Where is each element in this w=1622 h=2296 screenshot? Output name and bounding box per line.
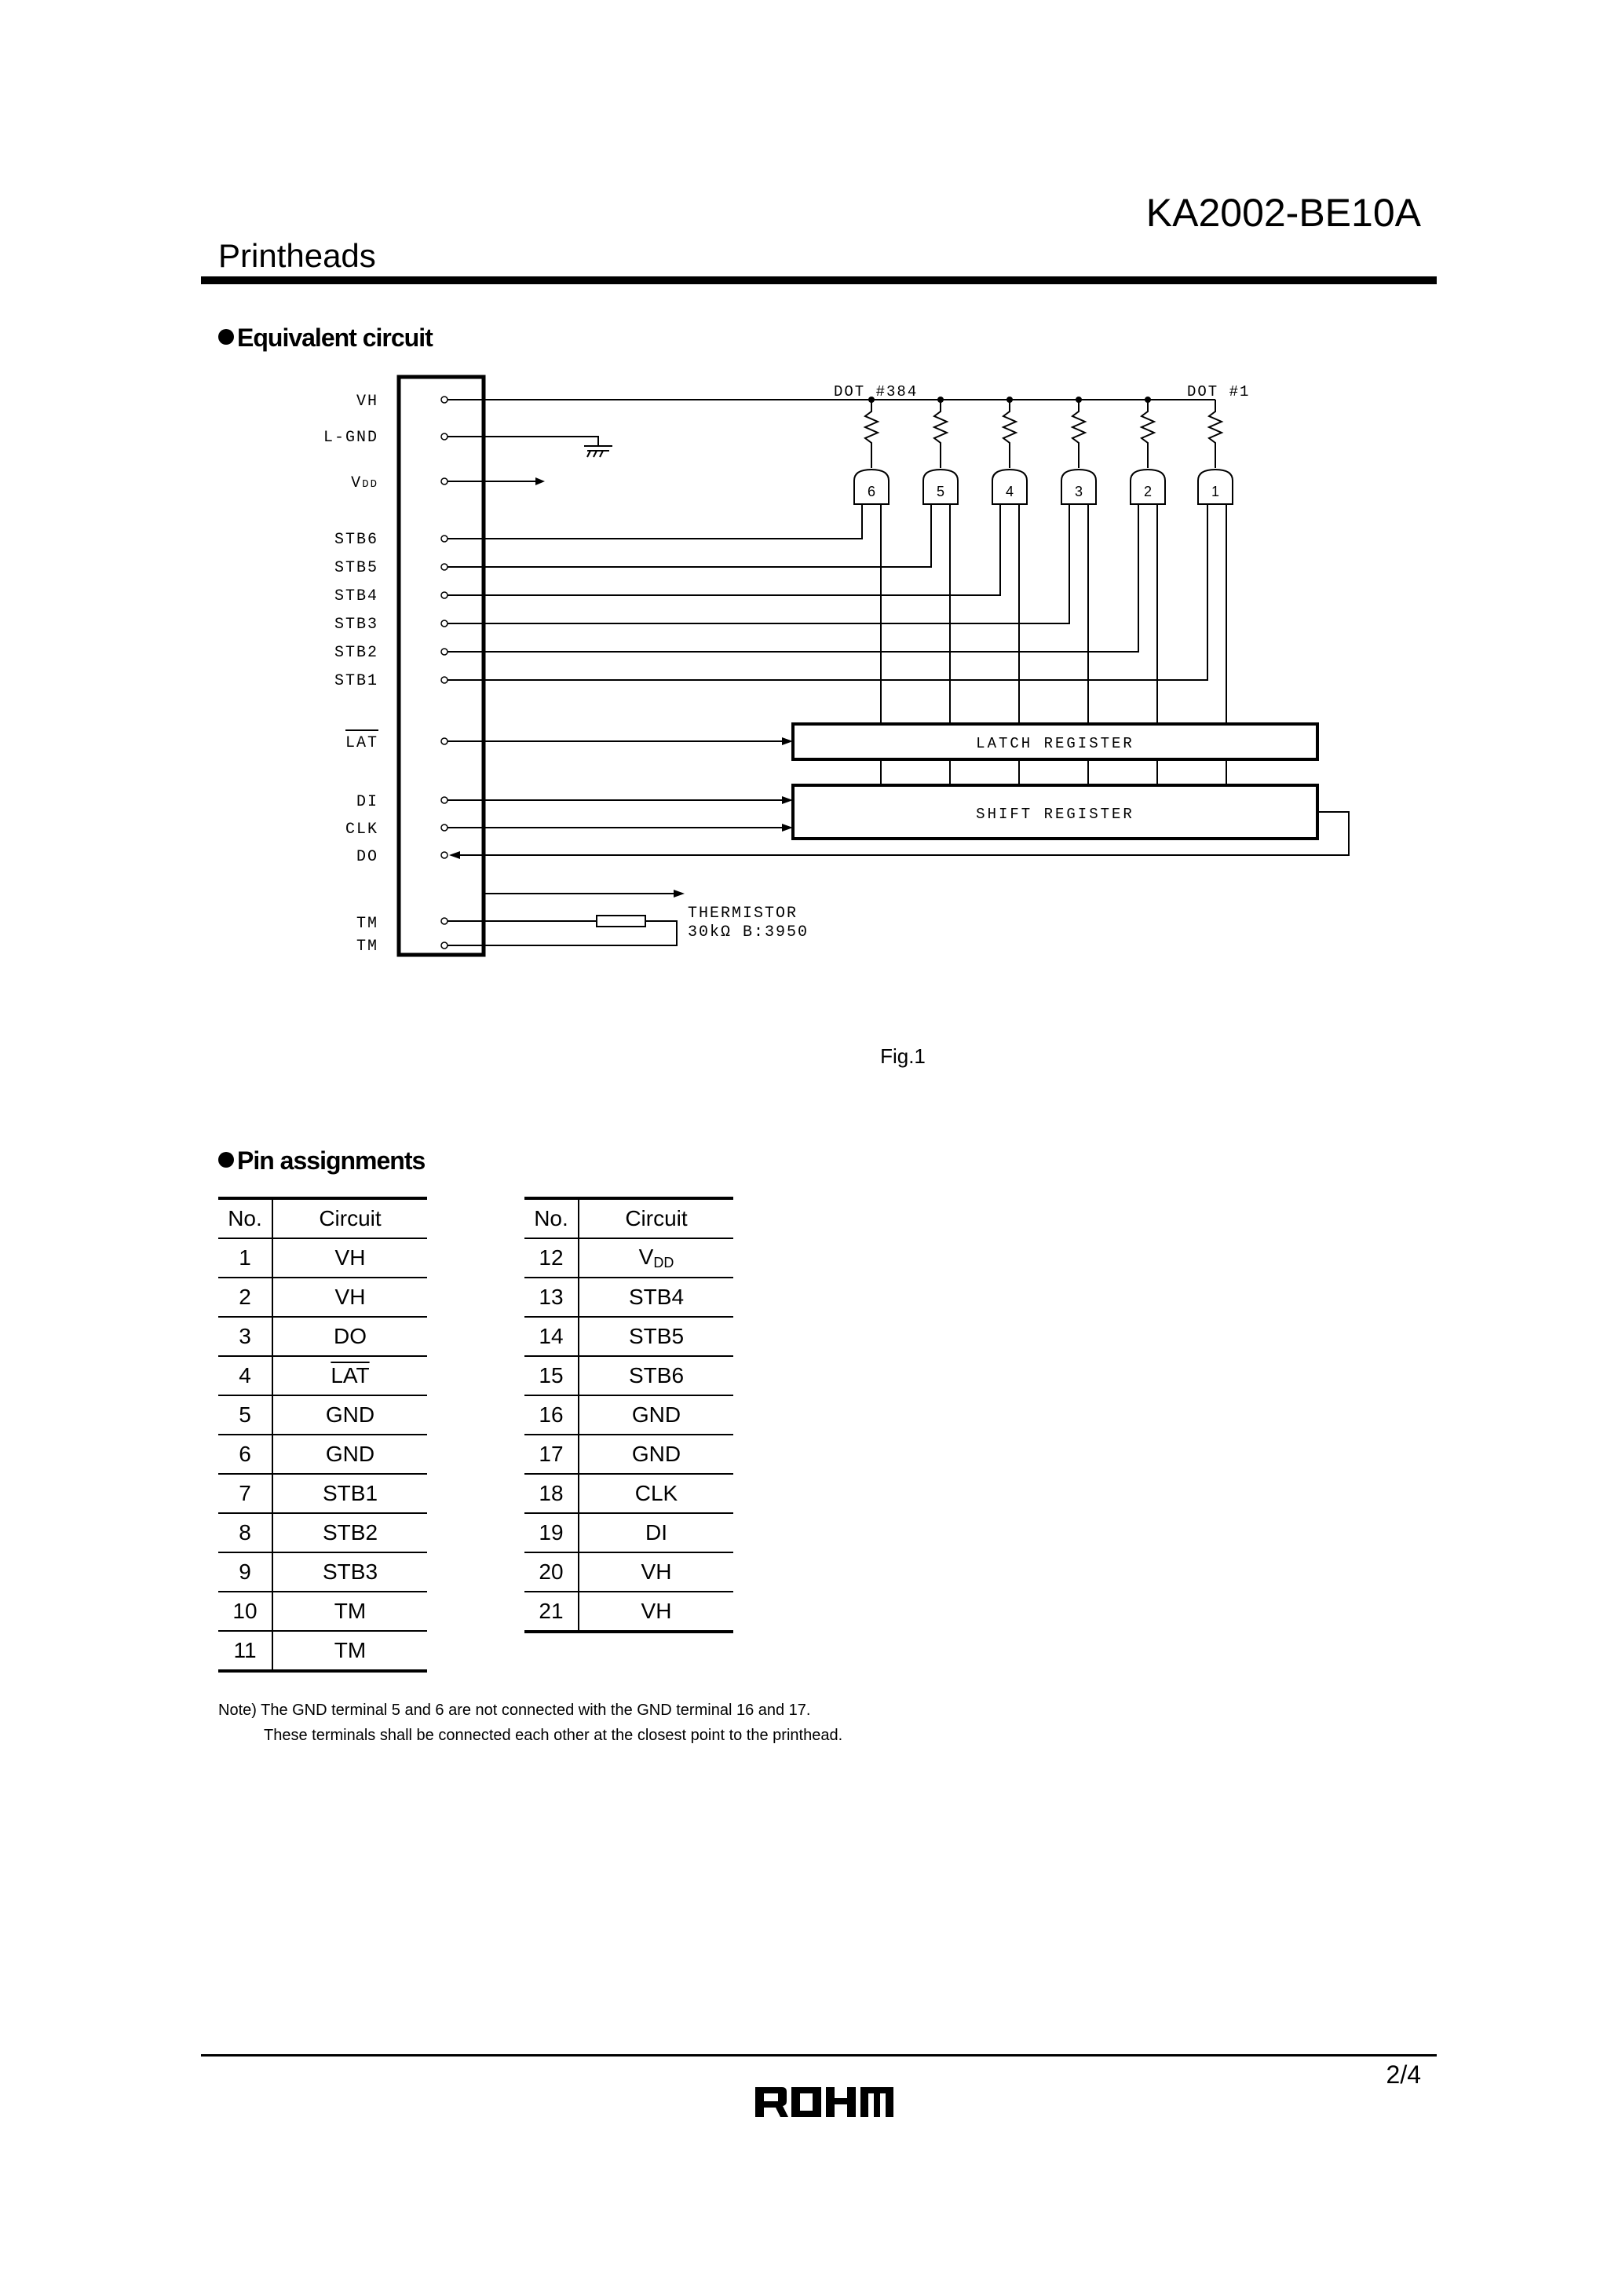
pin-number-cell: 5: [218, 1395, 272, 1435]
pin-number-cell: 3: [218, 1317, 272, 1356]
bullet-icon: [218, 1152, 234, 1168]
pin-number-cell: 15: [524, 1356, 579, 1395]
pin-circuit-cell: STB4: [579, 1278, 733, 1317]
gate-number-2: 2: [1143, 484, 1153, 499]
table-row: [524, 1317, 733, 1356]
pin-label-tm2: TM: [356, 938, 378, 956]
dot-1-label: DOT #1: [1187, 383, 1251, 400]
pin-number-cell: 17: [524, 1435, 579, 1474]
pin-label-lat: LAT: [345, 734, 378, 752]
pin-circuit-cell: STB2: [272, 1513, 427, 1552]
pin-number-cell: 1: [218, 1238, 272, 1278]
pin-table-2: [524, 1197, 733, 1633]
column-header-circuit: Circuit: [579, 1198, 733, 1238]
column-header-no: No.: [524, 1198, 579, 1238]
pin-number-cell: 4: [218, 1356, 272, 1395]
note-line-2: These terminals shall be connected each other at the closest point to the printhead.: [264, 1727, 843, 1744]
pin-number-cell: 12: [524, 1238, 579, 1278]
pin-label-stb4: STB4: [334, 587, 378, 605]
pin-circuit-cell: GND: [272, 1395, 427, 1435]
note-line-1: Note) The GND terminal 5 and 6 are not connected with the GND terminal 16 and 17.: [218, 1702, 811, 1719]
gate-number-4: 4: [1005, 484, 1014, 499]
pin-circuit-cell: GND: [272, 1435, 427, 1474]
table-row: [218, 1631, 427, 1671]
pin-circuit-cell: VH: [579, 1592, 733, 1632]
thermistor-spec: 30kΩ B:3950: [688, 923, 809, 941]
table-row: [524, 1356, 733, 1395]
table-row: [524, 1395, 733, 1435]
pin-number-cell: 18: [524, 1474, 579, 1513]
pin-circuit-cell: VH: [579, 1552, 733, 1592]
table-row: [524, 1552, 733, 1592]
pin-number-cell: 7: [218, 1474, 272, 1513]
pin-circuit-cell: CLK: [579, 1474, 733, 1513]
table-row: [218, 1513, 427, 1552]
pin-number-cell: 2: [218, 1278, 272, 1317]
shift-register-label: SHIFT REGISTER: [976, 806, 1134, 823]
pin-number-cell: 16: [524, 1395, 579, 1435]
gate-number-1: 1: [1211, 484, 1220, 499]
table-row: [218, 1238, 427, 1278]
pin-assignments-heading-text: Pin assignments: [237, 1146, 426, 1175]
pin-circuit-cell: DI: [579, 1513, 733, 1552]
note: [218, 1698, 842, 1748]
section-title: Printheads: [218, 237, 376, 274]
equivalent-circuit-diagram: [0, 0, 1622, 1021]
pin-number-cell: 9: [218, 1552, 272, 1592]
table-row: [524, 1278, 733, 1317]
gate-number-6: 6: [867, 484, 876, 499]
pin-label-vh: VH: [356, 393, 378, 411]
pin-circuit-cell: VH: [272, 1278, 427, 1317]
table-header-row: [218, 1198, 427, 1238]
pin-number-cell: 20: [524, 1552, 579, 1592]
pin-circuit-cell: TM: [272, 1592, 427, 1631]
table-row: [218, 1278, 427, 1317]
pin-number-cell: 21: [524, 1592, 579, 1632]
table-row: [524, 1238, 733, 1278]
pin-circuit-cell: VH: [272, 1238, 427, 1278]
pin-label-stb3: STB3: [334, 616, 378, 634]
connector-box: [399, 377, 484, 955]
pin-circuit-cell: STB5: [579, 1317, 733, 1356]
table-row: [218, 1356, 427, 1395]
pin-circuit-cell: TM: [272, 1631, 427, 1671]
pin-label-di: DI: [356, 793, 378, 811]
pin-assignments-heading: [218, 1146, 425, 1175]
table-header-row: [524, 1198, 733, 1238]
pin-number-cell: 19: [524, 1513, 579, 1552]
table-row: [218, 1474, 427, 1513]
rohm-logo: [755, 2084, 893, 2120]
latch-register-label: LATCH REGISTER: [976, 735, 1134, 752]
pin-number-cell: 11: [218, 1631, 272, 1671]
gate-number-3: 3: [1074, 484, 1083, 499]
pin-number-cell: 6: [218, 1435, 272, 1474]
table-row: [218, 1435, 427, 1474]
column-header-circuit: Circuit: [272, 1198, 427, 1238]
table-row: [218, 1317, 427, 1356]
pin-label-stb6: STB6: [334, 531, 378, 549]
table-row: [218, 1552, 427, 1592]
pin-circuit-cell: STB1: [272, 1474, 427, 1513]
pin-circuit-cell: STB6: [579, 1356, 733, 1395]
pin-circuit-cell: VDD: [579, 1238, 733, 1278]
equivalent-circuit-heading-text: Equivalent circuit: [237, 324, 433, 352]
pin-circuit-cell: STB3: [272, 1552, 427, 1592]
pin-circuit-cell: GND: [579, 1395, 733, 1435]
pin-number-cell: 13: [524, 1278, 579, 1317]
pin-circuit-cell: $\overline{LAT}$: [272, 1356, 427, 1395]
part-number: KA2002-BE10A: [1145, 191, 1421, 235]
table-row: [524, 1474, 733, 1513]
pin-label-stb2: STB2: [334, 644, 378, 662]
thermistor-label: THERMISTOR: [688, 905, 798, 923]
pin-circuit-cell: DO: [272, 1317, 427, 1356]
pin-label-lgnd: L-GND: [323, 429, 378, 447]
pin-circuit-cell: GND: [579, 1435, 733, 1474]
gate-number-5: 5: [936, 484, 945, 499]
pin-number-cell: 8: [218, 1513, 272, 1552]
page-number: 2/4: [1386, 2060, 1421, 2089]
pin-label-tm1: TM: [356, 915, 378, 933]
figure-caption: Fig.1: [880, 1044, 926, 1068]
pin-label-stb1: STB1: [334, 672, 378, 690]
table-row: [524, 1435, 733, 1474]
table-row: [524, 1513, 733, 1552]
footer-rule: [201, 2054, 1437, 2057]
pin-number-cell: 14: [524, 1317, 579, 1356]
table-row: [524, 1592, 733, 1632]
pin-table-1: [218, 1197, 427, 1673]
table-row: [218, 1592, 427, 1631]
pin-label-do: DO: [356, 848, 378, 866]
pin-label-stb5: STB5: [334, 559, 378, 577]
table-row: [218, 1395, 427, 1435]
column-header-no: No.: [218, 1198, 272, 1238]
pin-label-clk: CLK: [345, 821, 378, 839]
dot-384-label: DOT #384: [834, 383, 919, 400]
pin-label-vdd: VDD: [351, 474, 378, 492]
pin-number-cell: 10: [218, 1592, 272, 1631]
